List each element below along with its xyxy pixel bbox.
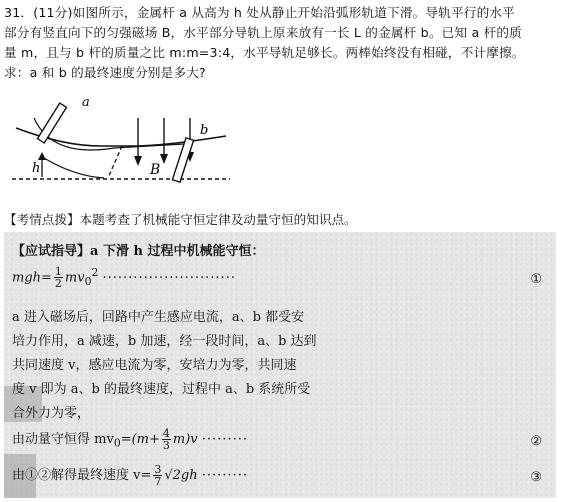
label-b: b	[200, 123, 209, 138]
equation-3	[12, 464, 248, 487]
eq3-fraction: $\frac{3}{7}$	[154, 463, 162, 488]
eq1-number: ①	[530, 272, 542, 287]
answer-heading-bracket: 【应试指导】	[12, 244, 91, 259]
problem-text	[4, 3, 558, 83]
answer-heading	[12, 240, 264, 259]
answer-line: 培力作用，a 减速，b 加速，经一段时间，a、b 达到	[12, 334, 317, 349]
rail-diagram	[4, 88, 234, 198]
label-B: B	[150, 162, 161, 178]
lower-rail	[44, 158, 104, 178]
eq3-right: √2gh	[164, 468, 198, 483]
rail-diagram-svg	[4, 88, 234, 198]
problem-line: 部分有竖直向下的匀强磁场 B，水平部分导轨上原来放有一长 L 的金属杆 b。已知 a 杆的质	[4, 25, 522, 40]
answer-heading-text: a 下滑 h 过程中机械能守恒：	[90, 244, 265, 259]
eq2-number: ②	[530, 434, 542, 449]
eq3-number: ③	[530, 470, 542, 485]
label-h: h	[32, 161, 41, 176]
equation-1: mgh= $\frac{1}{2}$ $mv_0^2$ ··························	[12, 265, 236, 291]
field-boundary	[108, 146, 122, 178]
eq2-right: m)v	[172, 432, 198, 447]
eq3-dots: ·········	[201, 468, 248, 483]
eq1-left: mgh=	[12, 270, 52, 286]
eq2-fraction: $\frac{4}{3}$	[162, 427, 170, 452]
eq2-left: 由动量守恒得 mv	[12, 432, 114, 447]
height-arrow-head	[38, 152, 46, 160]
answer-line: 共同速度 v，感应电流为零，安培力为零，共同速	[12, 358, 297, 373]
equation-2: 由动量守恒得 $mv_0=(m+$ $\frac{4}{3}$ m)v ·········	[12, 427, 248, 452]
answer-line: a 进入磁场后，回路中产生感应电流，a、b 都受安	[12, 310, 305, 325]
problem-line: 31．(11分)如图所示，金属杆 a 从高为 h 处从静止开始沿弧形轨道下滑。导轨平行的水平	[4, 5, 515, 20]
exam-tips	[4, 211, 558, 229]
eq1-dots: ··························	[102, 270, 236, 286]
label-a: a	[82, 95, 90, 110]
eq2-dots: ·········	[201, 432, 248, 447]
tips-bracket: 【考情点拨】	[4, 212, 80, 227]
answer-line: 度 v 即为 a、b 的最终速度，过程中 a、b 系统所受	[12, 382, 311, 397]
eq1-fraction: $\frac{1}{2}$	[54, 265, 62, 291]
answer-line: 合外力为零，	[12, 406, 91, 421]
rod-a	[37, 103, 66, 143]
answer-scan	[4, 232, 556, 498]
tips-text: 本题考查了机械能守恒定律及动量守恒的知识点。	[79, 212, 357, 227]
problem-line: 求：a 和 b 的最终速度分别是多大?	[4, 65, 206, 80]
eq1-right: mv	[64, 270, 85, 286]
eq3-left: 由①②解得最终速度 v=	[12, 468, 152, 483]
eq2-mid: =(m+	[120, 432, 160, 447]
problem-line: 量 m，且与 b 杆的质量之比 m:m=3:4，水平导轨足够长。两棒始终没有相碰，不计摩擦。	[4, 45, 525, 60]
